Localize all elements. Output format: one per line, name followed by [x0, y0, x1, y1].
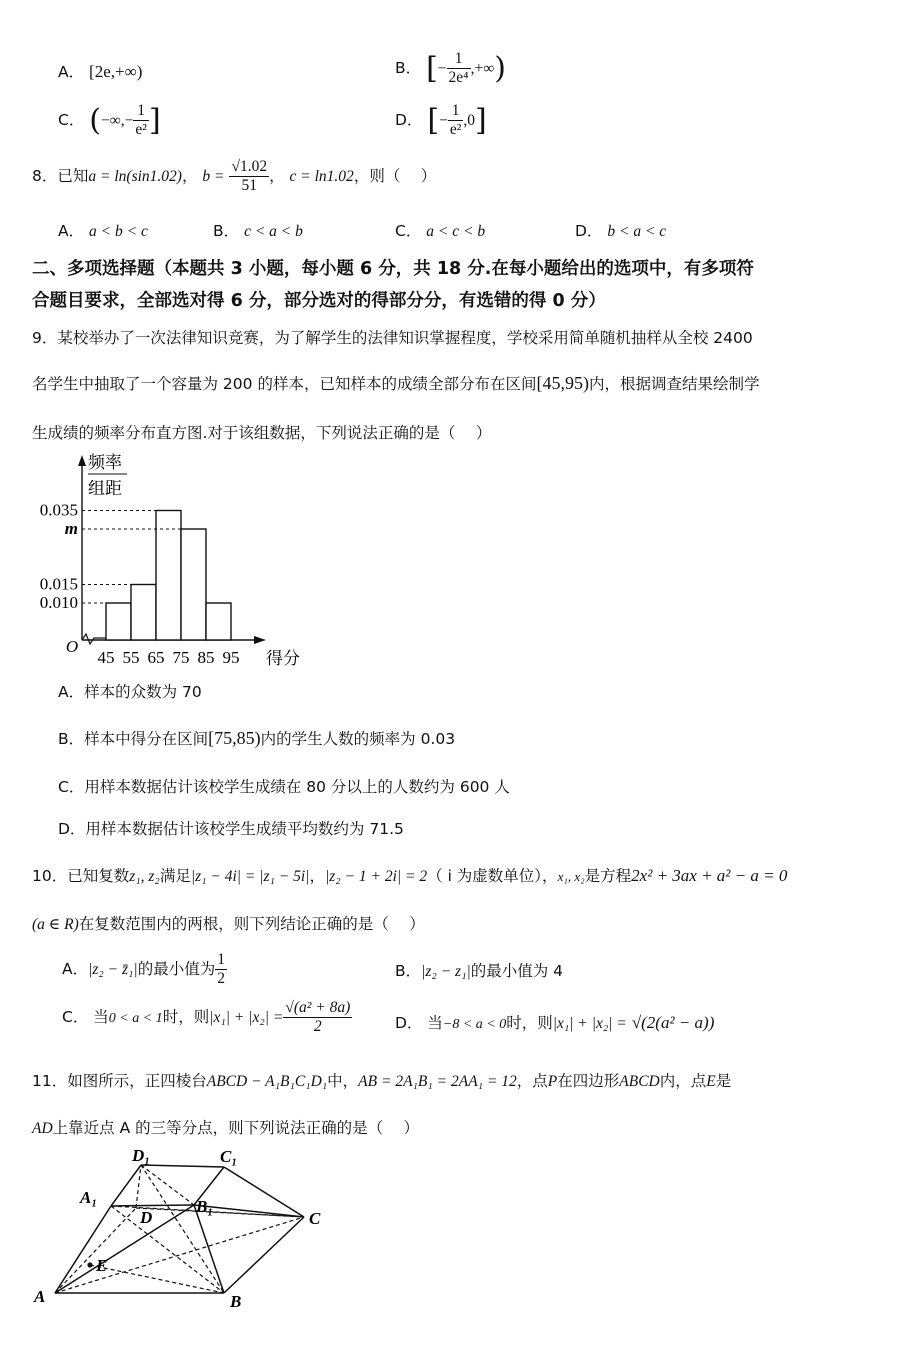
- y-axis-arrow: [78, 455, 86, 466]
- frustum-name: ABCD − A₁B₁C₁D₁: [206, 1073, 328, 1090]
- option-c-fraction: $\frac{\text{√(a² + 8a)}}{2}$: [285, 999, 351, 1035]
- b-lhs: b =: [202, 167, 225, 185]
- axis-break: [82, 634, 106, 644]
- question-number: 8．: [32, 166, 58, 185]
- option-label: A．: [58, 63, 85, 81]
- q9-option-d: D．用样本数据估计该校学生成绩平均数约为 71.5: [58, 820, 404, 838]
- q8-option-d: D． b < a < c: [575, 222, 667, 240]
- z-vars: z₁, z₂: [129, 868, 160, 885]
- option-d-rhs: √(2(a² − a)): [631, 1013, 715, 1032]
- origin-label: O: [65, 637, 79, 656]
- option-c-head: −∞,−: [100, 111, 134, 129]
- q8-stem: 8．已知a = ln(sin1.02)， b = $\frac{√1.02}{51}$ ， c = ln1.02，则（ ）: [32, 158, 437, 194]
- q7-option-c: C． (−∞,− $\frac{1}{\text{e²}}$ ]: [58, 102, 161, 138]
- q9-line2: 名学生中抽取了一个容量为 200 的样本，已知样本的成绩全部分布在区间[45,95)内，根据调查结果绘制学: [32, 373, 760, 393]
- x-axis-label: 得分: [266, 649, 300, 668]
- y-tick-label: m: [64, 519, 78, 538]
- option-label: B．: [395, 58, 422, 77]
- option-a-expr: |z₂ − z̄₁|: [88, 960, 138, 978]
- x-tick-label: 65: [147, 648, 165, 667]
- q8-option-c: C． a < c < b: [395, 222, 486, 240]
- x-vars: x₁, x₂: [557, 869, 585, 884]
- x-tick-label: 45: [97, 648, 115, 667]
- y-tick-label: 0.010: [39, 593, 78, 612]
- label-a: A: [34, 1287, 46, 1306]
- equation: 2x² + 3ax + a² − a = 0: [631, 866, 788, 885]
- section-heading-line1: 二、多项选择题（本题共 3 小题，每小题 6 分，共 18 分.在每小题给出的选项中，有多项符: [32, 259, 754, 279]
- histogram-bar: [131, 585, 156, 641]
- x-tick-label: 95: [222, 648, 240, 667]
- option-d-tail: ,0: [463, 111, 475, 129]
- x-axis-arrow: [254, 636, 266, 644]
- length-relation: AB = 2A₁B₁ = 2AA₁ = 12: [358, 1073, 517, 1090]
- option-a-fraction: $\frac{1}{2}$: [217, 951, 225, 987]
- label-d1: D₁: [132, 1146, 151, 1165]
- q10-option-b: B．|z₂ − z₁|的最小值为 4: [395, 962, 564, 980]
- q10-line1: 10．已知复数z₁, z₂满足|z₁ − 4i| = |z₁ − 5i|，|z₂ − 1 + 2i| = 2（ i 为虚数单位），x₁, x₂是方程2x² + 3ax + a² − a = 0: [32, 866, 788, 885]
- point-p: P: [547, 1073, 558, 1090]
- frequency-histogram: [30, 452, 330, 672]
- q10-option-d: D． 当−8 < a < 0时，则|x₁| + |x₂| = √(2(a² − a)): [395, 1013, 715, 1032]
- q11-line1: 11．如图所示，正四棱台ABCD − A₁B₁C₁D₁中，AB = 2A₁B₁ = 2AA₁ = 12，点P在四边形ABCD内，点E是: [32, 1072, 732, 1090]
- q9-line3: 生成绩的频率分布直方图.对于该组数据，下列说法正确的是（ ）: [32, 424, 492, 442]
- label-b: B: [230, 1292, 242, 1311]
- stem-end: ，则（ ）: [353, 166, 437, 185]
- option-d-minus: −: [439, 111, 448, 129]
- frustum-figure: [28, 1145, 348, 1315]
- option-label: C．: [58, 110, 85, 129]
- q7-option-d: D． [− $\frac{1}{\text{e²}}$ ,0]: [395, 102, 487, 138]
- option-c-lhs: |x₁| + |x₂| =: [209, 1008, 284, 1026]
- point-e-dot: [87, 1262, 92, 1267]
- y-tick-label: 0.035: [39, 500, 78, 520]
- histogram-bar: [106, 603, 131, 640]
- q7-option-a: [58, 60, 142, 82]
- x-tick-label: 75: [172, 648, 190, 667]
- label-c1: C₁: [220, 1147, 238, 1166]
- interval: [45,95): [536, 373, 589, 393]
- option-b-minus: −: [437, 59, 447, 77]
- label-a1: A₁: [80, 1188, 98, 1207]
- stem-text: 已知: [57, 166, 89, 185]
- option-b-expr: |z₂ − z₁|: [421, 963, 471, 980]
- label-b1: B₁: [196, 1197, 214, 1216]
- point-e: E: [706, 1073, 716, 1090]
- label-d: D: [140, 1208, 153, 1227]
- ylabel-top: 频率: [88, 453, 122, 472]
- condition-1: |z₁ − 4i| = |z₁ − 5i|: [190, 868, 310, 885]
- q11-line2: AD上靠近点 A 的三等分点，则下列说法正确的是（ ）: [32, 1119, 420, 1137]
- option-d-fraction: $\frac{1}{\text{e²}}$: [449, 102, 462, 138]
- label-c: C: [309, 1209, 321, 1228]
- b-fraction: $\frac{√1.02}{51}$: [231, 158, 268, 194]
- q9-option-b: B．样本中得分在区间[75,85)内的学生人数的频率为 0.03: [58, 728, 456, 748]
- q10-option-a: A．|z₂ − z̄₁|的最小值为 $\frac{1}{2}$: [62, 951, 225, 987]
- y-tick-label: 0.015: [39, 574, 78, 594]
- q10-line2: (a ∈ R)在复数范围内的两根，则下列结论正确的是（ ）: [32, 915, 425, 933]
- quad-abcd: ABCD: [619, 1073, 660, 1090]
- segment-ad: AD: [32, 1120, 53, 1137]
- option-c-cond: 0 < a < 1: [108, 1010, 163, 1026]
- q10-option-c: C． 当0 < a < 1时，则|x₁| + |x₂| = $\frac{\text{√(a² + 8a)}}{2}$: [62, 999, 351, 1035]
- option-b-tail: ,+∞: [470, 59, 495, 77]
- interval: [75,85): [208, 728, 261, 748]
- condition-2: |z₂ − 1 + 2i| = 2: [325, 868, 428, 885]
- option-label: D．: [395, 110, 423, 129]
- histogram-bar: [206, 603, 231, 640]
- histogram-group: [40, 455, 266, 667]
- option-a-interval: [2e,+∞): [89, 62, 143, 81]
- c-expression: c = ln1.02: [289, 167, 354, 185]
- option-b-fraction: $\frac{1}{\text{2e⁴}}$: [448, 50, 469, 86]
- visible-edges: [55, 1165, 304, 1293]
- histogram-bar: [181, 529, 206, 640]
- a-expression: a = ln(sin1.02): [88, 167, 182, 185]
- a-condition: (a ∈ R): [32, 916, 79, 933]
- ylabel-bottom: 组距: [88, 479, 122, 498]
- histogram-bar: [156, 511, 181, 641]
- label-e: E: [96, 1256, 108, 1275]
- option-c-fraction: $\frac{1}{\text{e²}}$: [135, 102, 147, 138]
- q8-option-a: A． a < b < c: [58, 222, 148, 240]
- q9-line1: 9．某校举办了一次法律知识竞赛，为了解学生的法律知识掌握程度，学校采用简单随机抽样从全校 2400: [32, 329, 753, 347]
- q9-option-c: C．用样本数据估计该校学生成绩在 80 分以上的人数约为 600 人: [58, 778, 510, 796]
- option-d-cond: −8 < a < 0: [442, 1017, 507, 1032]
- x-tick-label: 55: [122, 648, 140, 667]
- option-d-lhs: |x₁| + |x₂| =: [552, 1015, 627, 1032]
- hidden-edges: [55, 1165, 304, 1293]
- section-heading-line2: 合题目要求，全部选对得 6 分，部分选对的得部分分，有选错的得 0 分）: [32, 291, 606, 311]
- q8-option-b: B． c < a < b: [213, 222, 303, 240]
- q7-option-b: B． [− $\frac{1}{\text{2e⁴}}$ ,+∞): [395, 50, 506, 86]
- q9-option-a: A．样本的众数为 70: [58, 683, 202, 701]
- x-tick-label: 85: [197, 648, 215, 667]
